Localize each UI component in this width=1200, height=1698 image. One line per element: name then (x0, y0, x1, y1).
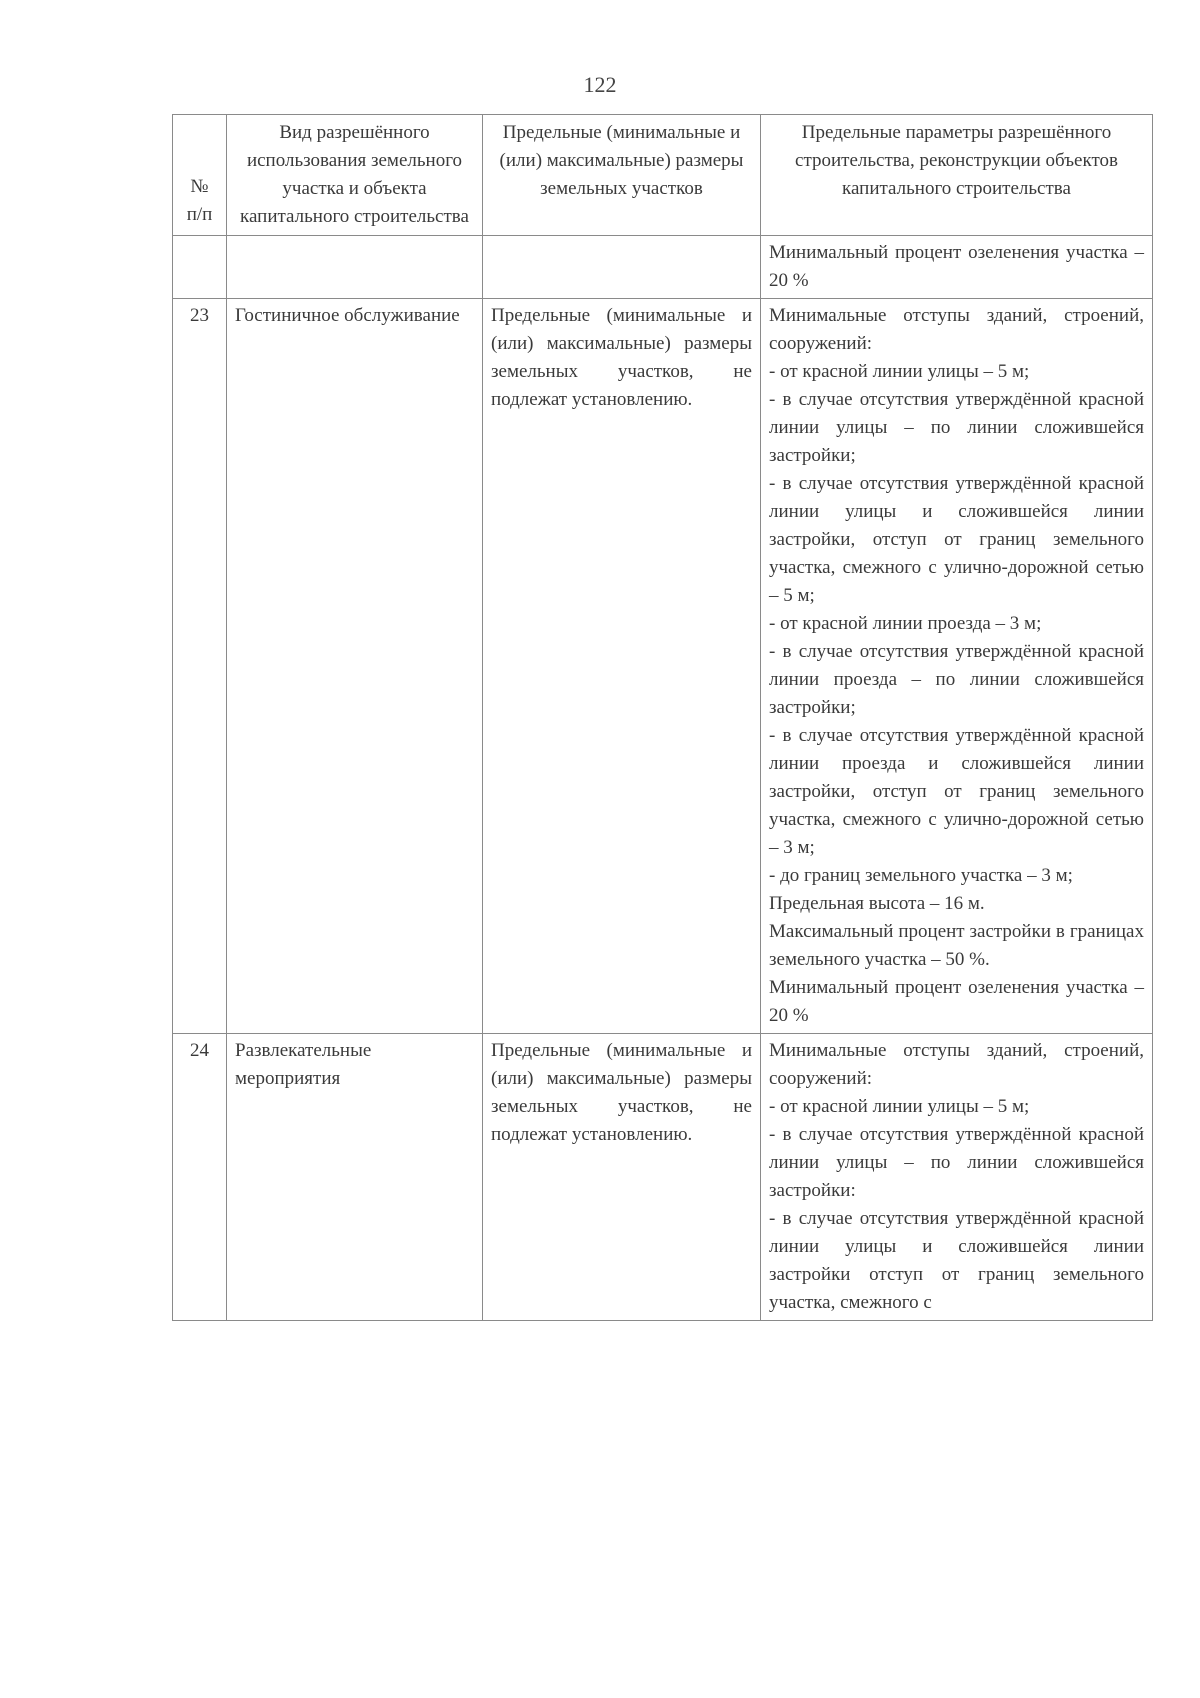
param-line: Минимальный процент озеленения участка – 20 % (769, 977, 1144, 1026)
param-line: - в случае отсутствия утверждённой красной линии проезда – по линии сложившейся застройки; (769, 641, 1144, 718)
table-row (173, 236, 1153, 299)
param-line: - в случае отсутствия утверждённой красной линии улицы – по линии сложившейся застройки: (769, 1124, 1144, 1201)
param-line: - в случае отсутствия утверждённой красной линии улицы и сложившейся линии застройки отступ от границ земельного участка, смежного с (769, 1208, 1144, 1313)
header-num: № п/п (173, 115, 227, 236)
row-plot-sizes (483, 236, 761, 299)
param-line: - в случае отсутствия утверждённой красной линии улицы и сложившейся линии застройки, отступ от границ земельного участка, смежного с улично-дорожной сетью – 5 м; (769, 473, 1144, 606)
param-line: - от красной линии улицы – 5 м; (769, 1096, 1030, 1117)
row-build-params (761, 299, 1153, 1034)
param-line: Минимальные отступы зданий, строений, сооружений: (769, 1040, 1144, 1089)
table-header-row (173, 115, 1153, 236)
page-number: 122 (583, 72, 617, 97)
row-use-type (227, 236, 483, 299)
row-plot-sizes: Предельные (минимальные и (или) максимальные) размеры земельных участков, не подлежат установлению. (483, 1034, 761, 1321)
param-line: Минимальный процент озеленения участка – 20 % (769, 242, 1144, 291)
row-plot-sizes: Предельные (минимальные и (или) максимальные) размеры земельных участков, не подлежат установлению. (483, 299, 761, 1034)
regulations-table (172, 114, 1153, 1321)
header-plot-sizes: Предельные (минимальные и (или) максимальные) размеры земельных участков (483, 115, 761, 236)
row-use-type: Развлекательные мероприятия (227, 1034, 483, 1321)
row-use-type: Гостиничное обслуживание (227, 299, 483, 1034)
param-line: Максимальный процент застройки в границах земельного участка – 50 %. (769, 921, 1144, 970)
param-line: - до границ земельного участка – 3 м; (769, 865, 1073, 886)
table-row (173, 299, 1153, 1034)
header-use-type: Вид разрешённого использования земельного участка и объекта капитального строительства (227, 115, 483, 236)
header-build-params: Предельные параметры разрешённого строительства, реконструкции объектов капитального строительства (761, 115, 1153, 236)
row-num (173, 236, 227, 299)
row-build-params (761, 1034, 1153, 1321)
param-line: - от красной линии улицы – 5 м; (769, 361, 1030, 382)
row-num: 24 (173, 1034, 227, 1321)
param-line: - от красной линии проезда – 3 м; (769, 613, 1042, 634)
param-line: - в случае отсутствия утверждённой красной линии проезда и сложившейся линии застройки, отступ от границ земельного участка, смежного с улично-дорожной сетью – 3 м; (769, 725, 1144, 858)
param-line: Предельная высота – 16 м. (769, 893, 985, 914)
param-line: - в случае отсутствия утверждённой красной линии улицы – по линии сложившейся застройки; (769, 389, 1144, 466)
param-line: Минимальные отступы зданий, строений, сооружений: (769, 305, 1144, 354)
row-build-params (761, 236, 1153, 299)
row-num: 23 (173, 299, 227, 1034)
table-row (173, 1034, 1153, 1321)
